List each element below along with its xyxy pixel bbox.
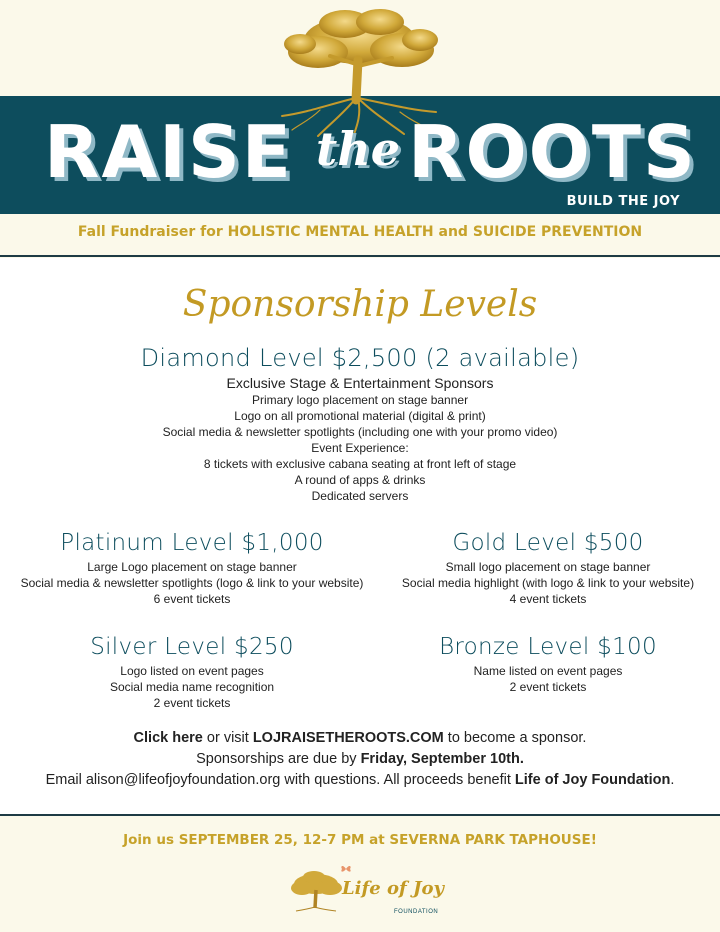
perk: 8 tickets with exclusive cabana seating at front left of stage <box>203 457 517 471</box>
cta-text: to become a sponsor. <box>443 730 587 746</box>
sponsorship-heading: Sponsorship Levels <box>182 284 538 325</box>
logo-subtext: FOUNDATION <box>394 909 439 915</box>
tagline: BUILD THE JOY <box>566 194 680 209</box>
click-here-link[interactable]: Click here <box>133 730 203 746</box>
perk: Social media & newsletter spotlights (logo & link to your website) <box>20 576 364 590</box>
title-roots: ROOTS <box>408 110 697 194</box>
email-text: Email alison@lifeofjoyfoundation.org with questions. All proceeds benefit <box>45 772 515 788</box>
cta-text: Sponsorships are due by <box>196 751 361 767</box>
perk: Social media highlight (with logo & link to your website) <box>401 576 695 590</box>
perk: Logo listed on event pages <box>120 664 264 678</box>
perk: 2 event tickets <box>153 696 231 710</box>
call-to-action <box>0 728 720 791</box>
bronze-level <box>356 634 720 695</box>
perk: Primary logo placement on stage banner <box>251 393 469 407</box>
perk: Social media name recognition <box>109 680 275 694</box>
perk: 2 event tickets <box>509 680 587 694</box>
diamond-level-subtitle: Exclusive Stage & Entertainment Sponsors <box>226 375 494 391</box>
cta-line-3 <box>0 770 720 791</box>
golden-tree-icon <box>286 870 346 914</box>
event-subheading: Fall Fundraiser for HOLISTIC MENTAL HEALTH and SUICIDE PREVENTION <box>77 224 643 240</box>
perk: Logo on all promotional material (digital & print) <box>234 409 486 423</box>
perk: Event Experience: <box>311 441 409 455</box>
diamond-level-title: Diamond Level $2,500 (2 available) <box>140 344 580 372</box>
cta-text: . <box>670 772 675 788</box>
cta-line-2 <box>0 749 720 770</box>
website-link[interactable]: LOJRAISETHEROOTS.COM <box>252 730 444 746</box>
title-the: the <box>316 122 400 176</box>
logo-text: Life of Joy <box>342 878 444 899</box>
bronze-level-title: Bronze Level $100 <box>439 634 657 660</box>
gold-level-title: Gold Level $500 <box>452 530 644 556</box>
perk: Name listed on event pages <box>473 664 623 678</box>
perk: 4 event tickets <box>509 592 587 606</box>
due-date: Friday, September 10th. <box>360 751 524 767</box>
diamond-level <box>0 344 720 504</box>
sponsorship-section <box>0 258 720 814</box>
cta-line-1 <box>0 728 720 749</box>
silver-level <box>0 634 384 711</box>
perk: Dedicated servers <box>311 489 409 503</box>
cta-text: or visit <box>202 730 253 746</box>
event-title <box>0 110 720 209</box>
perk: 6 event tickets <box>153 592 231 606</box>
event-details: Join us SEPTEMBER 25, 12-7 PM at SEVERNA PARK TAPHOUSE! <box>123 832 597 848</box>
perk: Small logo placement on stage banner <box>445 560 651 574</box>
divider <box>0 255 720 257</box>
butterfly-icon <box>340 864 352 874</box>
platinum-level <box>0 530 384 607</box>
silver-level-title: Silver Level $250 <box>90 634 294 660</box>
platinum-level-title: Platinum Level $1,000 <box>60 530 324 556</box>
title-raise: RAISE <box>44 110 293 194</box>
foundation-name: Life of Joy Foundation <box>514 772 671 788</box>
perk: Large Logo placement on stage banner <box>87 560 297 574</box>
gold-level <box>356 530 720 607</box>
divider <box>0 814 720 816</box>
perk: A round of apps & drinks <box>294 473 426 487</box>
perk: Social media & newsletter spotlights (including one with your promo video) <box>162 425 558 439</box>
foundation-logo <box>286 864 446 922</box>
